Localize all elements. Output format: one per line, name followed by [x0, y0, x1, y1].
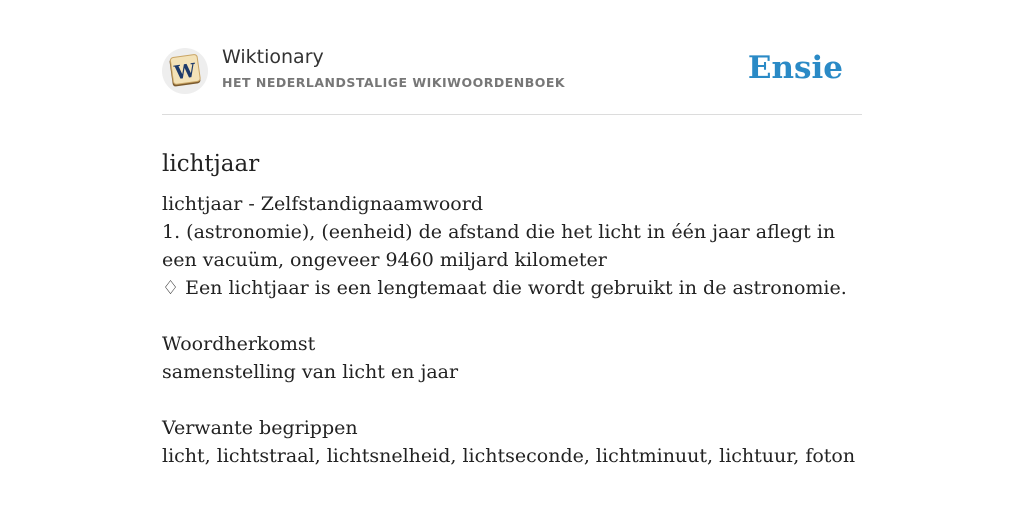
related-terms: licht, lichtstraal, lichtsnelheid, lichtseconde, lichtminuut, lichtuur, foton	[162, 445, 856, 467]
related-heading: Verwante begrippen	[162, 417, 358, 439]
entry-content	[162, 190, 862, 470]
spacer	[162, 302, 862, 330]
site-header	[162, 0, 862, 115]
page-container	[162, 0, 862, 467]
page-title: lichtjaar	[162, 151, 260, 178]
svg-text:W: W	[173, 59, 198, 85]
site-tagline: HET NEDERLANDSTALIGE WIKIWOORDENBOEK	[222, 75, 566, 90]
wiktionary-logo-icon[interactable]	[162, 48, 208, 94]
spacer	[162, 386, 862, 414]
etymology-heading: Woordherkomst	[162, 333, 316, 355]
site-name[interactable]: Wiktionary	[222, 46, 324, 68]
etymology-text: samenstelling van licht en jaar	[162, 361, 459, 383]
example-sentence: ♢ Een lichtjaar is een lengtemaat die wordt gebruikt in de astronomie.	[162, 277, 847, 299]
part-of-speech: lichtjaar - Zelfstandignaamwoord	[162, 193, 483, 215]
definition: 1. (astronomie), (eenheid) de afstand die het licht in één jaar aflegt in een vacuüm, ongeveer 9460 miljard kilometer	[162, 221, 836, 271]
ensie-brand-link[interactable]: Ensie	[747, 50, 843, 86]
